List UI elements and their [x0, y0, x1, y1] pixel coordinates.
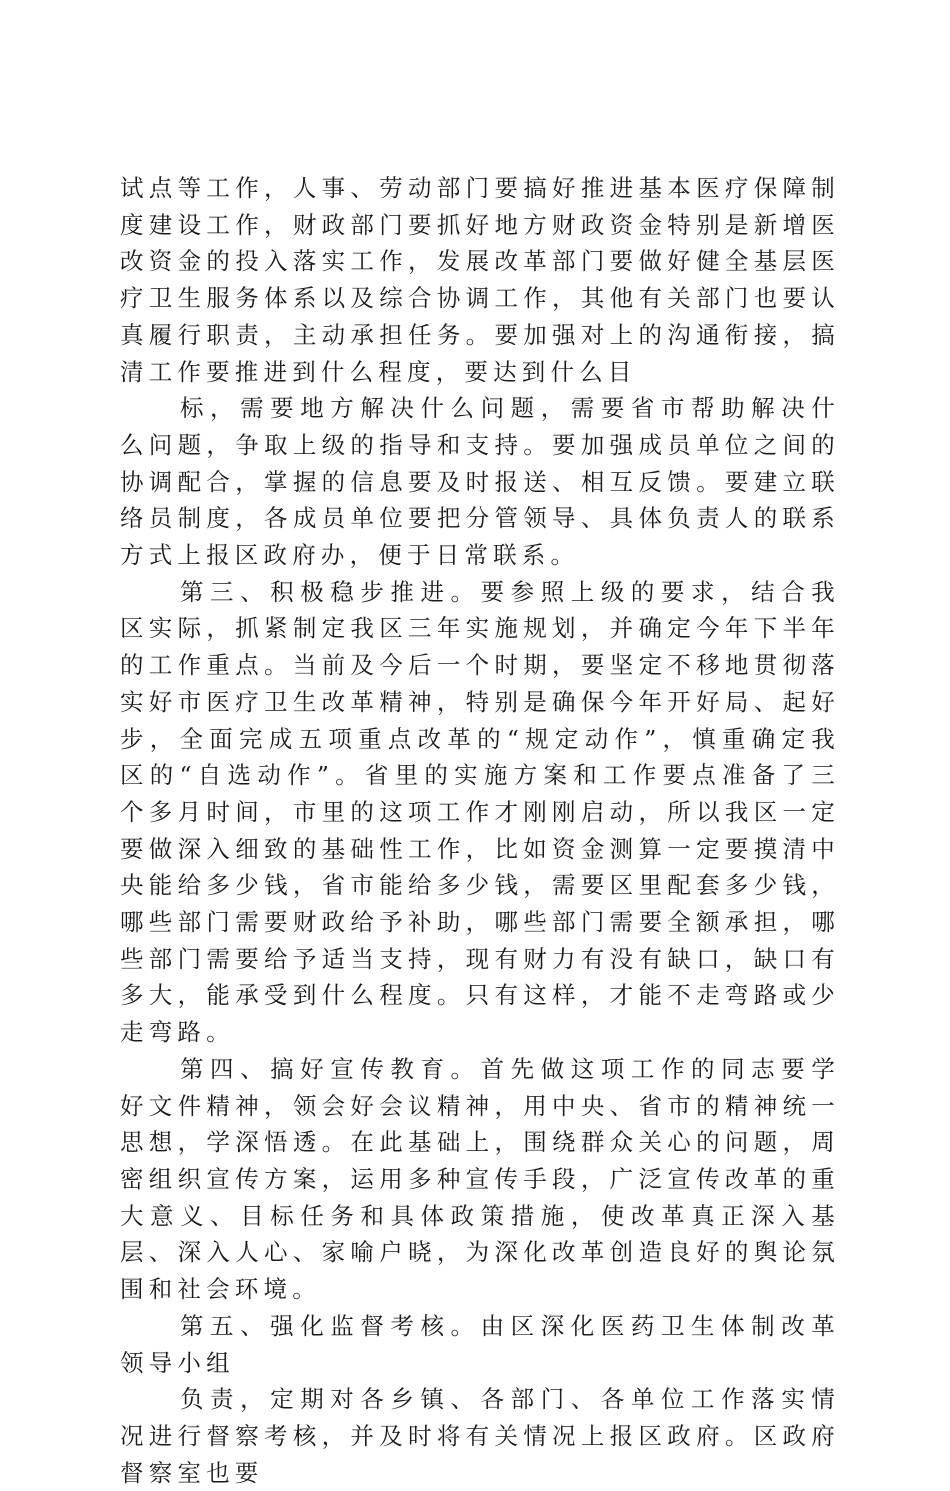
paragraph-4: 第四、搞好宣传教育。首先做这项工作的同志要学好文件精神，领会好会议精神，用中央、省市的精神统一思想，学深悟透。在此基础上，围绕群众关心的问题，周密组织宣传方案，运用多种宣传手段，广泛宣传改革的重大意义、目标任务和具体政策措施，使改革真正深入基层、深入人心、家喻户晓，为深化改革创造良好的舆论氛围和社会环境。 — [120, 1054, 840, 1304]
paragraph-3: 第三、积极稳步推进。要参照上级的要求，结合我区实际，抓紧制定我区三年实施规划，并确定今年下半年的工作重点。当前及今后一个时期，要坚定不移地贯彻落实好市医疗卫生改革精神，特别是确保今年开好局、起好步，全面完成五项重点改革的“规定动作”，慎重确定我区的“自选动作”。省里的实施方案和工作要点准备了三个多月时间，市里的这项工作才刚刚启动，所以我区一定要做深入细致的基础性工作，比如资金测算一定要摸清中央能给多少钱，省市能给多少钱，需要区里配套多少钱，哪些部门需要财政给予补助，哪些部门需要全额承担，哪些部门需要给予适当支持，现有财力有没有缺口，缺口有多大，能承受到什么程度。只有这样，才能不走弯路或少走弯路。 — [120, 577, 840, 1047]
paragraph-6: 负责，定期对各乡镇、各部门、各单位工作落实情况进行督察考核，并及时将有关情况上报区政府。区政府督察室也要 — [120, 1385, 840, 1487]
document-body — [120, 170, 840, 1491]
paragraph-2: 标，需要地方解决什么问题，需要省市帮助解决什么问题，争取上级的指导和支持。要加强成员单位之间的协调配合，掌握的信息要及时报送、相互反馈。要建立联络员制度，各成员单位要把分管领导、具体负责人的联系方式上报区政府办，便于日常联系。 — [120, 394, 840, 570]
paragraph-5: 第五、强化监督考核。由区深化医药卫生体制改革领导小组 — [120, 1311, 840, 1377]
paragraph-1: 试点等工作，人事、劳动部门要搞好推进基本医疗保障制度建设工作，财政部门要抓好地方财政资金特别是新增医改资金的投入落实工作，发展改革部门要做好健全基层医疗卫生服务体系以及综合协调工作，其他有关部门也要认真履行职责，主动承担任务。要加强对上的沟通衔接，搞清工作要推进到什么程度，要达到什么目 — [120, 174, 840, 386]
